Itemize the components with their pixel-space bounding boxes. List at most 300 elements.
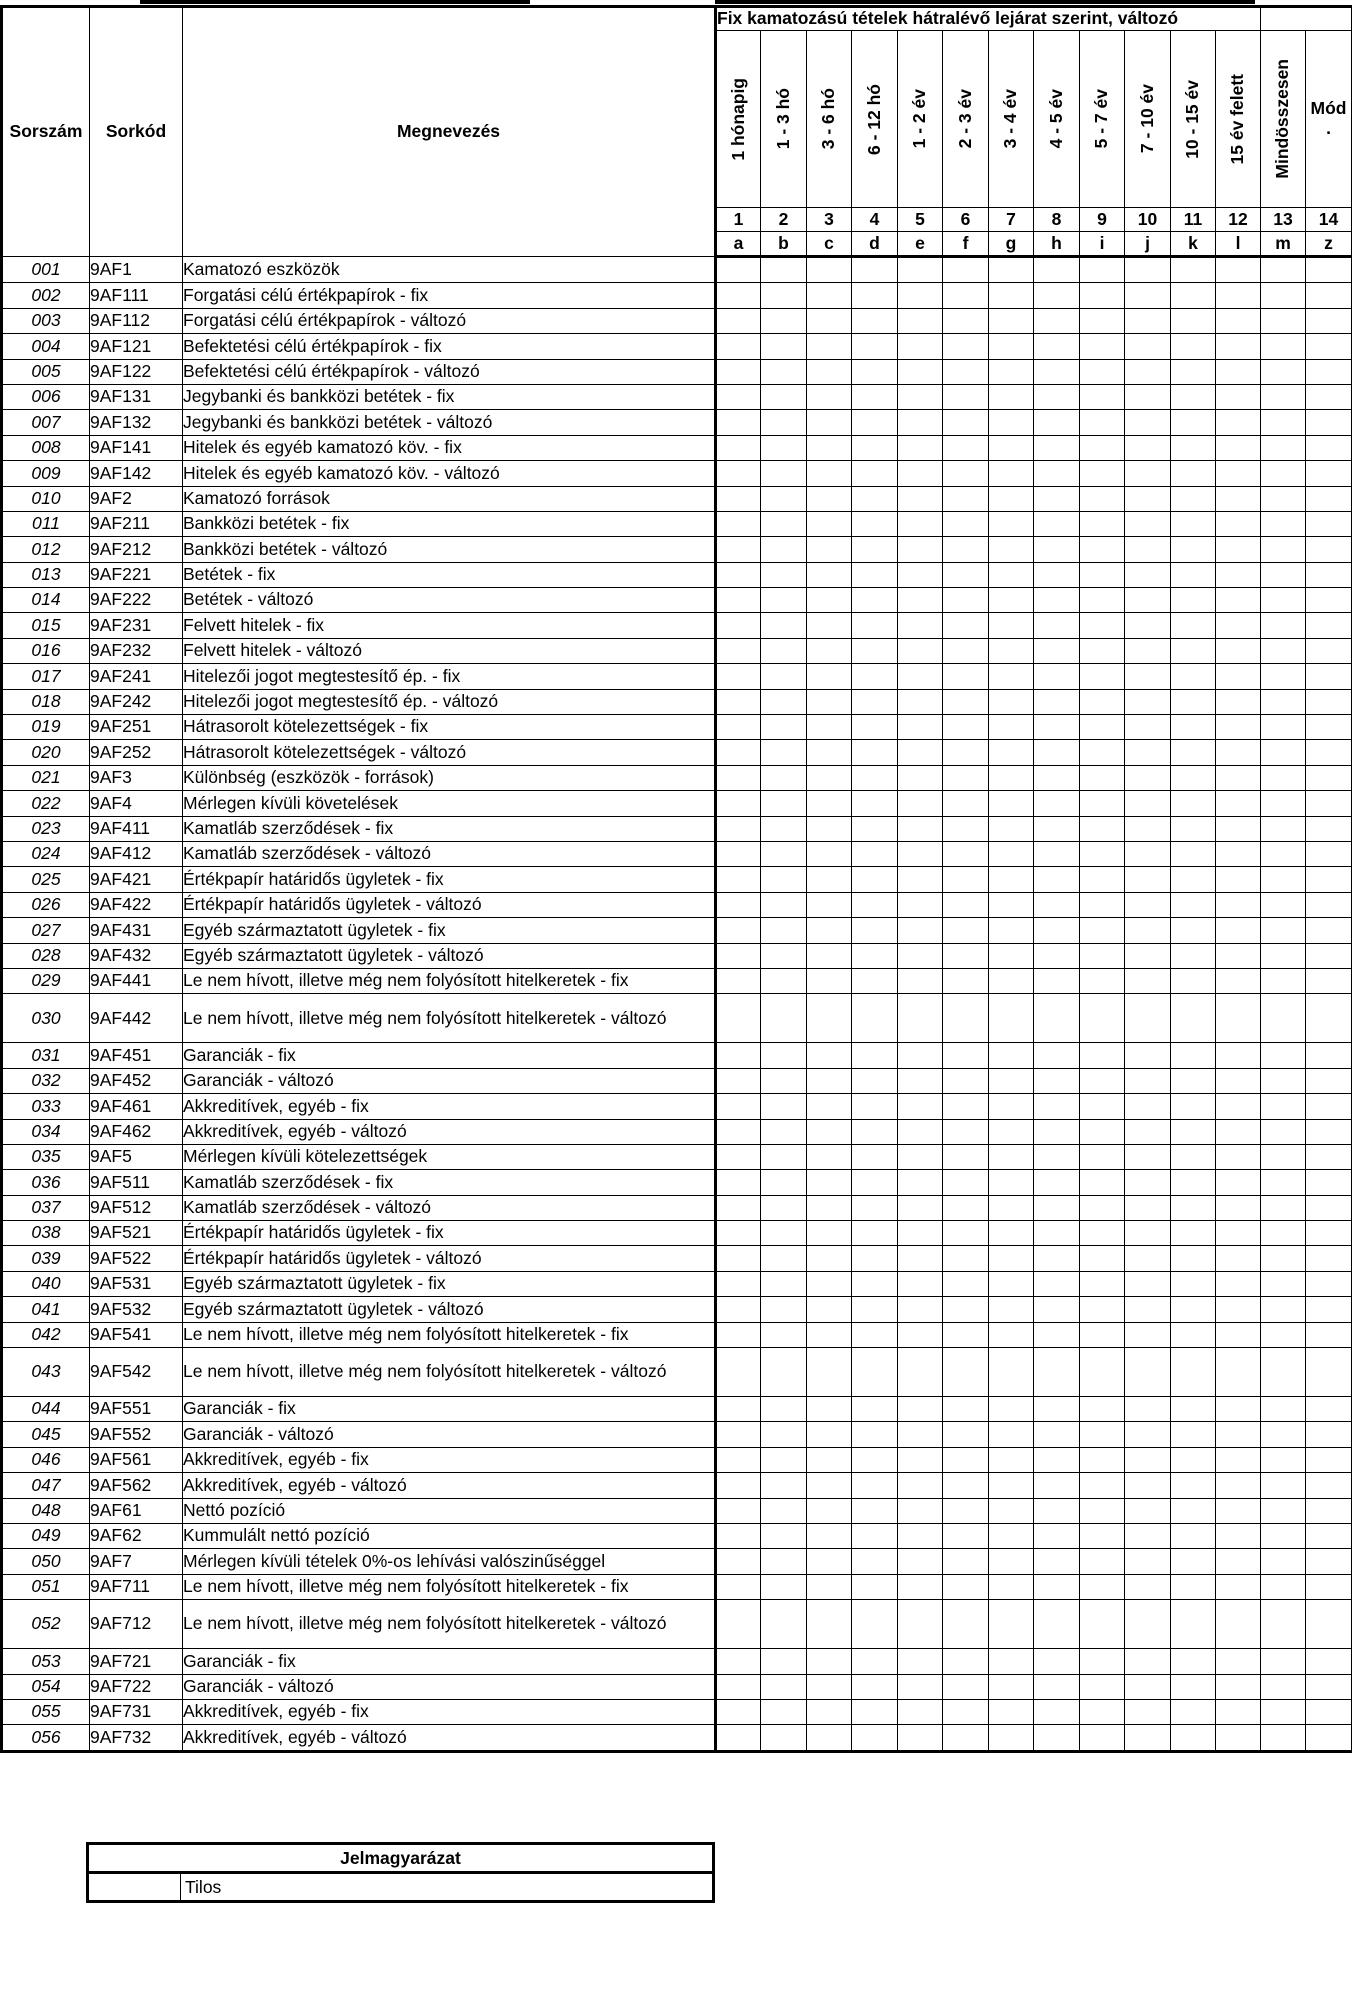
data-cell[interactable]: [852, 1094, 898, 1119]
data-cell[interactable]: [1306, 257, 1352, 283]
data-cell[interactable]: [716, 918, 761, 943]
data-cell[interactable]: [716, 1246, 761, 1271]
data-cell[interactable]: [807, 1322, 852, 1347]
data-cell[interactable]: [761, 1297, 807, 1322]
data-cell[interactable]: [852, 562, 898, 587]
data-cell[interactable]: [852, 1144, 898, 1169]
data-cell[interactable]: [852, 410, 898, 435]
data-cell[interactable]: [989, 1498, 1034, 1523]
data-cell[interactable]: [1216, 1674, 1261, 1699]
data-cell[interactable]: [716, 334, 761, 359]
data-cell[interactable]: [807, 689, 852, 714]
data-cell[interactable]: [807, 1674, 852, 1699]
data-cell[interactable]: [1125, 461, 1171, 486]
data-cell[interactable]: [989, 1119, 1034, 1144]
data-cell[interactable]: [898, 588, 943, 613]
data-cell[interactable]: [943, 461, 989, 486]
data-cell[interactable]: [1261, 918, 1306, 943]
data-cell[interactable]: [1034, 359, 1080, 384]
data-cell[interactable]: [898, 968, 943, 993]
data-cell[interactable]: [1171, 715, 1216, 740]
data-cell[interactable]: [1171, 1348, 1216, 1397]
data-cell[interactable]: [1034, 765, 1080, 790]
data-cell[interactable]: [1171, 892, 1216, 917]
data-cell[interactable]: [1080, 613, 1125, 638]
data-cell[interactable]: [1034, 1094, 1080, 1119]
data-cell[interactable]: [761, 1119, 807, 1144]
data-cell[interactable]: [1261, 1649, 1306, 1674]
data-cell[interactable]: [761, 1523, 807, 1548]
data-cell[interactable]: [1171, 1699, 1216, 1724]
data-cell[interactable]: [1306, 1649, 1352, 1674]
data-cell[interactable]: [716, 867, 761, 892]
data-cell[interactable]: [761, 1422, 807, 1447]
data-cell[interactable]: [1034, 968, 1080, 993]
data-cell[interactable]: [1261, 765, 1306, 790]
data-cell[interactable]: [1080, 1068, 1125, 1093]
data-cell[interactable]: [1034, 1322, 1080, 1347]
data-cell[interactable]: [1125, 1649, 1171, 1674]
data-cell[interactable]: [989, 1297, 1034, 1322]
data-cell[interactable]: [1034, 1068, 1080, 1093]
data-cell[interactable]: [1306, 1043, 1352, 1068]
data-cell[interactable]: [716, 664, 761, 689]
data-cell[interactable]: [898, 1246, 943, 1271]
data-cell[interactable]: [943, 410, 989, 435]
data-cell[interactable]: [989, 283, 1034, 308]
data-cell[interactable]: [989, 689, 1034, 714]
data-cell[interactable]: [1171, 638, 1216, 663]
data-cell[interactable]: [898, 562, 943, 587]
data-cell[interactable]: [852, 943, 898, 968]
data-cell[interactable]: [1034, 537, 1080, 562]
data-cell[interactable]: [1171, 1447, 1216, 1472]
data-cell[interactable]: [1034, 1549, 1080, 1574]
data-cell[interactable]: [852, 765, 898, 790]
data-cell[interactable]: [898, 486, 943, 511]
data-cell[interactable]: [807, 1574, 852, 1599]
data-cell[interactable]: [716, 1523, 761, 1548]
data-cell[interactable]: [807, 1523, 852, 1548]
data-cell[interactable]: [852, 1447, 898, 1472]
data-cell[interactable]: [989, 1322, 1034, 1347]
data-cell[interactable]: [761, 1574, 807, 1599]
data-cell[interactable]: [761, 638, 807, 663]
data-cell[interactable]: [1125, 1422, 1171, 1447]
data-cell[interactable]: [761, 1195, 807, 1220]
data-cell[interactable]: [1080, 308, 1125, 333]
data-cell[interactable]: [761, 1498, 807, 1523]
data-cell[interactable]: [943, 1195, 989, 1220]
data-cell[interactable]: [1171, 410, 1216, 435]
data-cell[interactable]: [989, 486, 1034, 511]
data-cell[interactable]: [1171, 283, 1216, 308]
data-cell[interactable]: [989, 461, 1034, 486]
data-cell[interactable]: [1125, 689, 1171, 714]
data-cell[interactable]: [807, 1348, 852, 1397]
data-cell[interactable]: [898, 1725, 943, 1751]
data-cell[interactable]: [852, 841, 898, 866]
data-cell[interactable]: [1306, 1094, 1352, 1119]
data-cell[interactable]: [1125, 308, 1171, 333]
data-cell[interactable]: [989, 537, 1034, 562]
data-cell[interactable]: [1306, 994, 1352, 1043]
data-cell[interactable]: [852, 613, 898, 638]
data-cell[interactable]: [989, 740, 1034, 765]
data-cell[interactable]: [943, 334, 989, 359]
data-cell[interactable]: [1080, 1271, 1125, 1296]
data-cell[interactable]: [852, 715, 898, 740]
data-cell[interactable]: [943, 486, 989, 511]
data-cell[interactable]: [898, 740, 943, 765]
data-cell[interactable]: [1034, 1221, 1080, 1246]
data-cell[interactable]: [989, 1397, 1034, 1422]
data-cell[interactable]: [807, 918, 852, 943]
data-cell[interactable]: [898, 816, 943, 841]
data-cell[interactable]: [807, 359, 852, 384]
data-cell[interactable]: [1171, 435, 1216, 460]
data-cell[interactable]: [1080, 1699, 1125, 1724]
data-cell[interactable]: [1171, 1549, 1216, 1574]
data-cell[interactable]: [716, 1221, 761, 1246]
data-cell[interactable]: [1080, 1297, 1125, 1322]
data-cell[interactable]: [1306, 1170, 1352, 1195]
data-cell[interactable]: [1125, 1498, 1171, 1523]
data-cell[interactable]: [1125, 1600, 1171, 1649]
data-cell[interactable]: [761, 968, 807, 993]
data-cell[interactable]: [1216, 486, 1261, 511]
data-cell[interactable]: [1261, 1221, 1306, 1246]
data-cell[interactable]: [1216, 1422, 1261, 1447]
data-cell[interactable]: [1171, 1119, 1216, 1144]
data-cell[interactable]: [852, 1119, 898, 1144]
data-cell[interactable]: [1171, 1297, 1216, 1322]
data-cell[interactable]: [1216, 511, 1261, 536]
data-cell[interactable]: [989, 359, 1034, 384]
data-cell[interactable]: [943, 1297, 989, 1322]
data-cell[interactable]: [943, 283, 989, 308]
data-cell[interactable]: [898, 1473, 943, 1498]
data-cell[interactable]: [1171, 1322, 1216, 1347]
data-cell[interactable]: [943, 968, 989, 993]
data-cell[interactable]: [1306, 1422, 1352, 1447]
data-cell[interactable]: [716, 486, 761, 511]
data-cell[interactable]: [1306, 638, 1352, 663]
data-cell[interactable]: [898, 765, 943, 790]
data-cell[interactable]: [898, 715, 943, 740]
data-cell[interactable]: [1125, 841, 1171, 866]
data-cell[interactable]: [1261, 257, 1306, 283]
data-cell[interactable]: [1261, 1422, 1306, 1447]
data-cell[interactable]: [989, 841, 1034, 866]
data-cell[interactable]: [1034, 1674, 1080, 1699]
data-cell[interactable]: [989, 816, 1034, 841]
data-cell[interactable]: [761, 1043, 807, 1068]
data-cell[interactable]: [852, 588, 898, 613]
data-cell[interactable]: [1216, 765, 1261, 790]
data-cell[interactable]: [852, 1221, 898, 1246]
data-cell[interactable]: [1216, 1195, 1261, 1220]
data-cell[interactable]: [898, 841, 943, 866]
data-cell[interactable]: [898, 384, 943, 409]
data-cell[interactable]: [1125, 1094, 1171, 1119]
data-cell[interactable]: [1216, 867, 1261, 892]
data-cell[interactable]: [1034, 1397, 1080, 1422]
data-cell[interactable]: [852, 1600, 898, 1649]
data-cell[interactable]: [1080, 1725, 1125, 1751]
data-cell[interactable]: [1080, 1348, 1125, 1397]
data-cell[interactable]: [1034, 1170, 1080, 1195]
data-cell[interactable]: [1125, 1523, 1171, 1548]
data-cell[interactable]: [761, 359, 807, 384]
data-cell[interactable]: [807, 486, 852, 511]
data-cell[interactable]: [1034, 1498, 1080, 1523]
data-cell[interactable]: [1080, 1195, 1125, 1220]
data-cell[interactable]: [1306, 1246, 1352, 1271]
data-cell[interactable]: [852, 867, 898, 892]
data-cell[interactable]: [807, 1170, 852, 1195]
data-cell[interactable]: [943, 943, 989, 968]
data-cell[interactable]: [898, 1600, 943, 1649]
data-cell[interactable]: [1306, 511, 1352, 536]
data-cell[interactable]: [716, 765, 761, 790]
data-cell[interactable]: [716, 613, 761, 638]
data-cell[interactable]: [1034, 461, 1080, 486]
data-cell[interactable]: [1171, 994, 1216, 1043]
data-cell[interactable]: [1125, 334, 1171, 359]
data-cell[interactable]: [1125, 1068, 1171, 1093]
data-cell[interactable]: [989, 1221, 1034, 1246]
data-cell[interactable]: [1216, 1699, 1261, 1724]
data-cell[interactable]: [852, 1523, 898, 1548]
data-cell[interactable]: [943, 537, 989, 562]
data-cell[interactable]: [1034, 638, 1080, 663]
data-cell[interactable]: [1080, 715, 1125, 740]
data-cell[interactable]: [1171, 968, 1216, 993]
data-cell[interactable]: [989, 1348, 1034, 1397]
data-cell[interactable]: [1216, 1523, 1261, 1548]
data-cell[interactable]: [1261, 867, 1306, 892]
data-cell[interactable]: [716, 1144, 761, 1169]
data-cell[interactable]: [1171, 918, 1216, 943]
data-cell[interactable]: [1125, 1348, 1171, 1397]
data-cell[interactable]: [1261, 410, 1306, 435]
data-cell[interactable]: [1034, 740, 1080, 765]
data-cell[interactable]: [807, 968, 852, 993]
data-cell[interactable]: [1261, 537, 1306, 562]
data-cell[interactable]: [1125, 791, 1171, 816]
data-cell[interactable]: [898, 410, 943, 435]
data-cell[interactable]: [989, 334, 1034, 359]
data-cell[interactable]: [1034, 1246, 1080, 1271]
data-cell[interactable]: [1080, 384, 1125, 409]
data-cell[interactable]: [852, 1397, 898, 1422]
data-cell[interactable]: [1125, 1397, 1171, 1422]
data-cell[interactable]: [943, 1473, 989, 1498]
data-cell[interactable]: [1261, 283, 1306, 308]
data-cell[interactable]: [761, 562, 807, 587]
data-cell[interactable]: [1080, 1094, 1125, 1119]
data-cell[interactable]: [852, 1699, 898, 1724]
data-cell[interactable]: [898, 257, 943, 283]
data-cell[interactable]: [1125, 1119, 1171, 1144]
data-cell[interactable]: [1216, 1119, 1261, 1144]
data-cell[interactable]: [1261, 511, 1306, 536]
data-cell[interactable]: [943, 841, 989, 866]
data-cell[interactable]: [761, 867, 807, 892]
data-cell[interactable]: [989, 994, 1034, 1043]
data-cell[interactable]: [807, 511, 852, 536]
data-cell[interactable]: [852, 308, 898, 333]
data-cell[interactable]: [1216, 715, 1261, 740]
data-cell[interactable]: [989, 791, 1034, 816]
data-cell[interactable]: [989, 384, 1034, 409]
data-cell[interactable]: [1171, 841, 1216, 866]
data-cell[interactable]: [1125, 765, 1171, 790]
data-cell[interactable]: [1080, 486, 1125, 511]
data-cell[interactable]: [1306, 816, 1352, 841]
data-cell[interactable]: [761, 1600, 807, 1649]
data-cell[interactable]: [1080, 918, 1125, 943]
data-cell[interactable]: [716, 1043, 761, 1068]
data-cell[interactable]: [898, 638, 943, 663]
data-cell[interactable]: [1125, 1297, 1171, 1322]
data-cell[interactable]: [1216, 664, 1261, 689]
data-cell[interactable]: [1216, 968, 1261, 993]
data-cell[interactable]: [1125, 1447, 1171, 1472]
data-cell[interactable]: [716, 359, 761, 384]
data-cell[interactable]: [716, 841, 761, 866]
data-cell[interactable]: [761, 1246, 807, 1271]
data-cell[interactable]: [1125, 740, 1171, 765]
data-cell[interactable]: [852, 740, 898, 765]
data-cell[interactable]: [1216, 384, 1261, 409]
data-cell[interactable]: [1125, 1699, 1171, 1724]
data-cell[interactable]: [989, 257, 1034, 283]
data-cell[interactable]: [1216, 1221, 1261, 1246]
data-cell[interactable]: [943, 562, 989, 587]
data-cell[interactable]: [1171, 816, 1216, 841]
data-cell[interactable]: [898, 1447, 943, 1472]
data-cell[interactable]: [1261, 308, 1306, 333]
data-cell[interactable]: [898, 994, 943, 1043]
data-cell[interactable]: [761, 994, 807, 1043]
data-cell[interactable]: [898, 334, 943, 359]
data-cell[interactable]: [852, 892, 898, 917]
data-cell[interactable]: [898, 511, 943, 536]
data-cell[interactable]: [898, 892, 943, 917]
data-cell[interactable]: [1261, 562, 1306, 587]
data-cell[interactable]: [807, 1498, 852, 1523]
data-cell[interactable]: [1216, 943, 1261, 968]
data-cell[interactable]: [1216, 308, 1261, 333]
data-cell[interactable]: [943, 1397, 989, 1422]
data-cell[interactable]: [1261, 588, 1306, 613]
data-cell[interactable]: [1261, 359, 1306, 384]
data-cell[interactable]: [943, 1068, 989, 1093]
data-cell[interactable]: [943, 1649, 989, 1674]
data-cell[interactable]: [898, 1170, 943, 1195]
data-cell[interactable]: [898, 1498, 943, 1523]
data-cell[interactable]: [852, 486, 898, 511]
data-cell[interactable]: [716, 1271, 761, 1296]
data-cell[interactable]: [852, 1068, 898, 1093]
data-cell[interactable]: [1216, 841, 1261, 866]
data-cell[interactable]: [943, 1523, 989, 1548]
data-cell[interactable]: [1171, 689, 1216, 714]
data-cell[interactable]: [1080, 1422, 1125, 1447]
data-cell[interactable]: [1171, 1600, 1216, 1649]
data-cell[interactable]: [943, 1725, 989, 1751]
data-cell[interactable]: [807, 867, 852, 892]
data-cell[interactable]: [1125, 1246, 1171, 1271]
data-cell[interactable]: [989, 1246, 1034, 1271]
data-cell[interactable]: [943, 1246, 989, 1271]
data-cell[interactable]: [1216, 334, 1261, 359]
data-cell[interactable]: [1034, 1348, 1080, 1397]
data-cell[interactable]: [807, 1271, 852, 1296]
data-cell[interactable]: [1261, 334, 1306, 359]
data-cell[interactable]: [1034, 435, 1080, 460]
data-cell[interactable]: [1261, 994, 1306, 1043]
data-cell[interactable]: [1261, 1170, 1306, 1195]
data-cell[interactable]: [1216, 613, 1261, 638]
data-cell[interactable]: [898, 1348, 943, 1397]
data-cell[interactable]: [898, 1523, 943, 1548]
data-cell[interactable]: [761, 1549, 807, 1574]
data-cell[interactable]: [807, 892, 852, 917]
data-cell[interactable]: [1261, 1699, 1306, 1724]
data-cell[interactable]: [1306, 486, 1352, 511]
data-cell[interactable]: [1216, 1600, 1261, 1649]
data-cell[interactable]: [943, 1094, 989, 1119]
data-cell[interactable]: [1034, 1271, 1080, 1296]
data-cell[interactable]: [761, 283, 807, 308]
data-cell[interactable]: [1306, 410, 1352, 435]
data-cell[interactable]: [1080, 537, 1125, 562]
data-cell[interactable]: [1306, 918, 1352, 943]
data-cell[interactable]: [898, 1221, 943, 1246]
data-cell[interactable]: [1171, 1725, 1216, 1751]
data-cell[interactable]: [898, 461, 943, 486]
data-cell[interactable]: [898, 537, 943, 562]
data-cell[interactable]: [807, 1094, 852, 1119]
data-cell[interactable]: [1080, 841, 1125, 866]
data-cell[interactable]: [1171, 791, 1216, 816]
data-cell[interactable]: [989, 715, 1034, 740]
data-cell[interactable]: [1125, 257, 1171, 283]
data-cell[interactable]: [943, 1447, 989, 1472]
data-cell[interactable]: [716, 1348, 761, 1397]
data-cell[interactable]: [898, 435, 943, 460]
data-cell[interactable]: [1125, 664, 1171, 689]
data-cell[interactable]: [1216, 283, 1261, 308]
data-cell[interactable]: [1080, 257, 1125, 283]
data-cell[interactable]: [716, 689, 761, 714]
data-cell[interactable]: [761, 1221, 807, 1246]
data-cell[interactable]: [989, 1523, 1034, 1548]
data-cell[interactable]: [1080, 435, 1125, 460]
data-cell[interactable]: [807, 740, 852, 765]
data-cell[interactable]: [1216, 1447, 1261, 1472]
data-cell[interactable]: [1216, 1094, 1261, 1119]
data-cell[interactable]: [989, 511, 1034, 536]
data-cell[interactable]: [716, 968, 761, 993]
data-cell[interactable]: [1034, 791, 1080, 816]
data-cell[interactable]: [1306, 1397, 1352, 1422]
data-cell[interactable]: [1261, 841, 1306, 866]
data-cell[interactable]: [1261, 1322, 1306, 1347]
